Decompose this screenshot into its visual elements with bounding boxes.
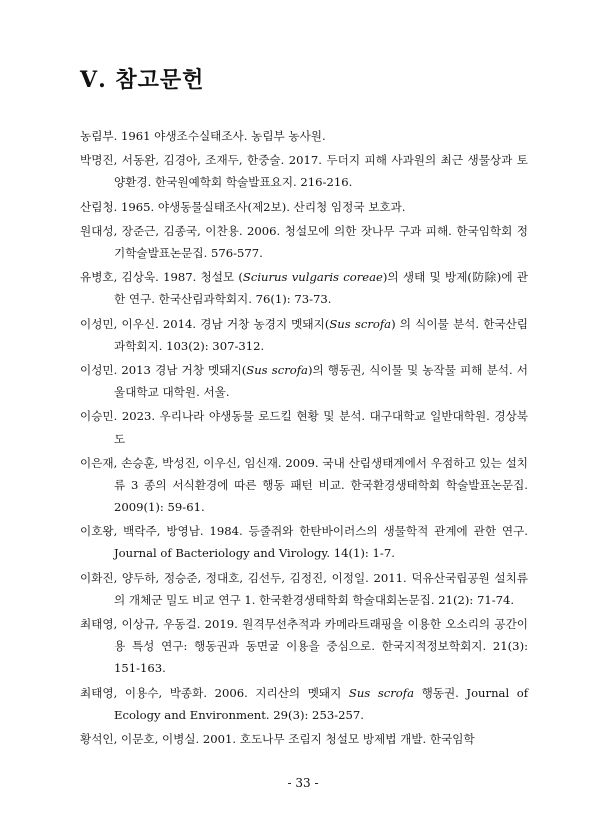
reference-text: 이성민, 이우신. 2014. 경남 거창 농경지 멧돼지( (80, 316, 330, 331)
reference-text: )의 행동권, 식이물 및 농작물 피해 분석. 서울대학교 대학원. 서울. (114, 363, 528, 400)
page-number: - 33 - (287, 776, 319, 790)
reference-entry (80, 682, 528, 726)
reference-text: 이승민. 2023. 우리나라 야생동물 로드킬 현황 및 분석. 대구대학교 일반대학원. 경상북도 (80, 409, 528, 446)
reference-text: 이화진, 양두하, 정승준, 정대호, 김선두, 김정진, 이정일. 2011. 덕유산국립공원 설치류의 개체군 밀도 비교 연구 1. 한국환경생태학회 학술대회논문집. 21(2): 71-74. (80, 570, 528, 607)
reference-text: 최태영, 이상규, 우동걸. 2019. 원격무선추적과 카메라트래핑을 이용한 오소리의 공간이용 특성 연구: 행동권과 동면굴 이용을 중심으로. 한국지적정보학회지. 21(3): 151-163. (80, 617, 528, 676)
reference-entry (80, 520, 528, 564)
section-heading: Ⅴ. 참고문헌 (80, 67, 205, 93)
reference-text: 농림부. 1961 야생조수실태조사. 농림부 농사원. (80, 129, 326, 143)
reference-text: 유병호, 김상욱. 1987. 청설모 ( (80, 270, 243, 285)
reference-entry (80, 405, 528, 449)
reference-text: 이은재, 손승훈, 박성진, 이우신, 임신재. 2009. 국내 산림생태계에서 우점하고 있는 설치류 3 종의 서식환경에 따른 행동 패턴 비교. 한국환경생태학회 학술발표논문집. 2009(1): 59-61. (80, 455, 528, 514)
reference-italic-text: Sciurus vulgaris coreae (242, 270, 383, 285)
reference-text: 이호왕, 백락주, 방영남. 1984. 등줄쥐와 한탄바이러스의 생물학적 관계에 관한 연구. Journal of Bacteriology and Virology. 14(1): 1-7. (80, 524, 528, 561)
reference-text: 황석인, 이문호, 이병실. 2001. 호도나무 조림지 청설모 방제법 개발. 한국임학 (80, 731, 475, 746)
reference-entry (80, 125, 528, 147)
reference-text: ) 의 식이물 분석. 한국산림과학회지. 103(2): 307-312. (114, 316, 529, 353)
reference-text: 산림청. 1965. 야생동물실태조사(제2보). 산리청 임정국 보호과. (80, 199, 406, 214)
reference-entry (80, 613, 528, 679)
reference-entry (80, 452, 528, 518)
reference-text: 원대성, 장준근, 김종국, 이찬용. 2006. 청설모에 의한 잣나무 구과 피해. 한국임학회 정기학술발표논문집. 576-577. (80, 223, 528, 261)
reference-text: 박명진, 서동완, 김경아, 조재두, 한중술. 2017. 두더지 피해 사과원의 최근 생물상과 토양환경. 한국원예학회 학술발표요지. 216-216. (80, 153, 528, 190)
reference-italic-text: Sus scrofa (348, 685, 414, 700)
reference-entry (80, 313, 528, 357)
reference-entry (80, 359, 528, 403)
reference-entry (80, 266, 528, 310)
reference-italic-text: Sus scrofa (246, 363, 308, 378)
reference-text: 행동권. Journal of Ecology and Environment. 29(3): 253-257. (114, 685, 528, 722)
reference-entry (80, 567, 528, 611)
reference-italic-text: Sus scrofa (329, 316, 392, 331)
reference-entry (80, 149, 528, 193)
reference-entry (80, 728, 528, 750)
reference-list (80, 125, 528, 752)
reference-entry (80, 196, 528, 218)
reference-text: )의 생태 및 방제(防除)에 관한 연구. 한국산림과학회지. 76(1): 73-73. (114, 270, 528, 307)
reference-text: 이성민. 2013 경남 거창 멧돼지( (80, 363, 247, 378)
reference-entry (80, 220, 528, 264)
reference-text: 최태영, 이용수, 박종화. 2006. 지리산의 멧돼지 (80, 685, 349, 700)
